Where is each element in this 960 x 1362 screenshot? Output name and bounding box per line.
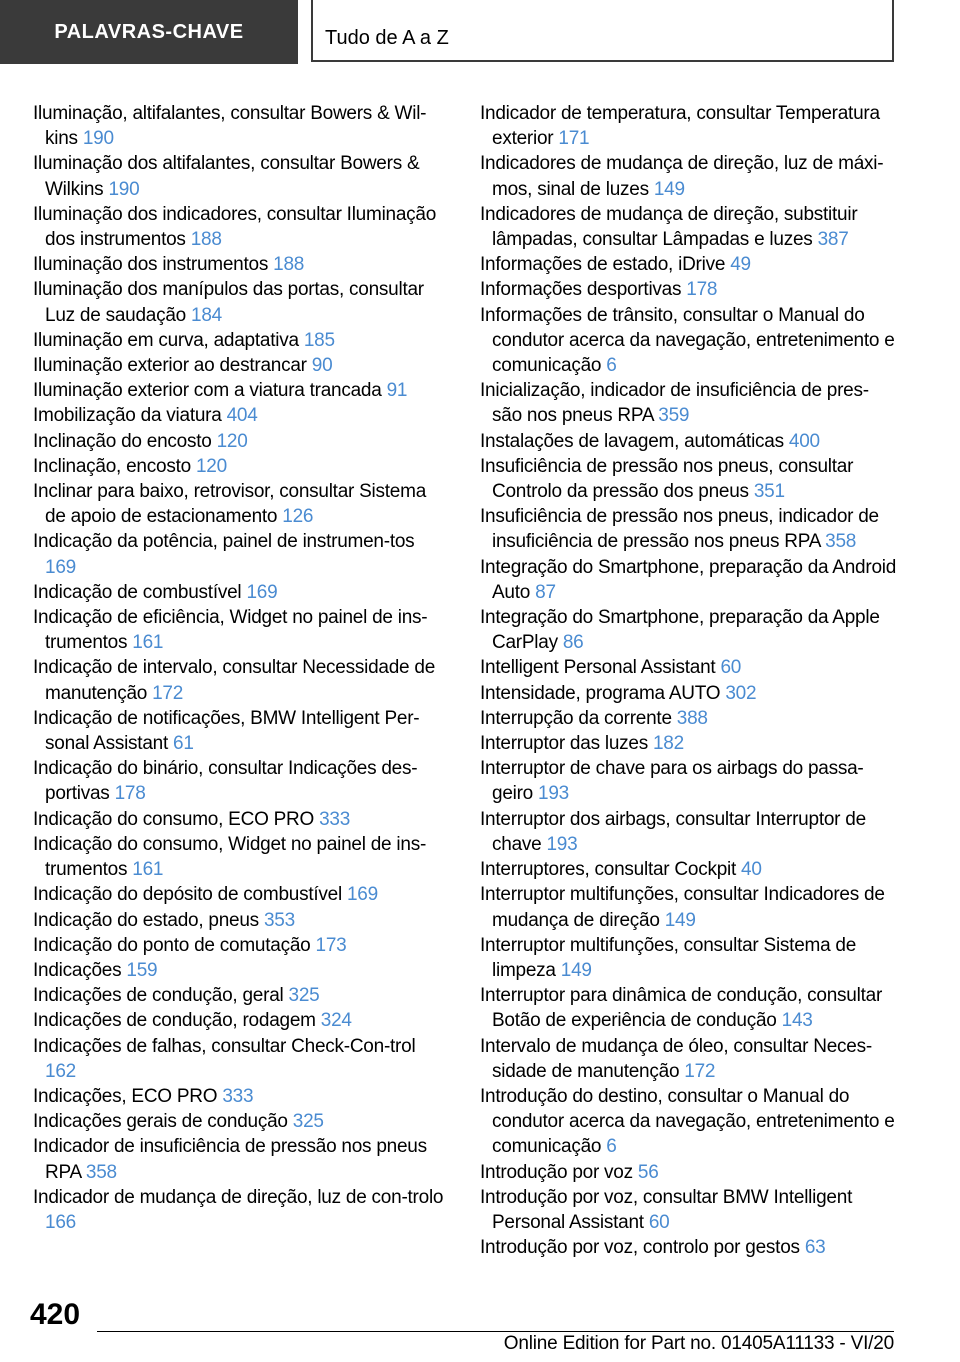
index-entry [33, 958, 448, 983]
index-entry-text: Interruptores, consultar Cockpit [480, 859, 737, 881]
page-reference-link[interactable]: 149 [653, 178, 685, 200]
index-entry [33, 1109, 448, 1134]
index-entry-text: Indicador de mudança de direção, luz de con-trolo [33, 1186, 444, 1208]
index-entry [480, 882, 898, 932]
page-reference-link[interactable]: 169 [246, 581, 278, 603]
index-entry-text: Interruptor dos airbags, consultar Interruptor de chave [480, 808, 866, 855]
index-entry-text: Insuficiência de pressão nos pneus, indicador de insuficiência de pressão nos pneus RPA [480, 506, 879, 553]
index-entry [480, 1185, 898, 1235]
index-entry [33, 1008, 448, 1033]
index-entry-text: Indicação do ponto de comutação [33, 934, 311, 956]
index-entry [33, 908, 448, 933]
page-reference-link[interactable]: 172 [152, 682, 184, 704]
index-entry-text: Indicação do consumo, Widget no painel de ins-trumentos [33, 833, 427, 881]
index-entry [33, 403, 448, 428]
index-entry-text: Inicialização, indicador de insuficiência de pres-são nos pneus RPA [480, 380, 869, 427]
index-entry-text: Intelligent Personal Assistant [480, 657, 716, 679]
section-label: PALAVRAS-CHAVE [54, 20, 244, 43]
page-reference-link[interactable]: 161 [132, 632, 164, 654]
page-reference-link[interactable]: 184 [191, 304, 222, 326]
index-entry-text: Indicadores de mudança de direção, substituir lâmpadas, consultar Lâmpadas e luzes [480, 203, 858, 251]
index-entry [33, 429, 448, 454]
index-entry-text: Interruptor de chave para os airbags do passa-geiro [480, 758, 864, 805]
page-reference-link[interactable]: 90 [311, 355, 333, 377]
index-entry-text: Interruptor das luzes [480, 733, 648, 755]
page-reference-link[interactable]: 60 [720, 657, 742, 679]
index-entry [33, 378, 448, 403]
index-entry [480, 1034, 898, 1084]
page-reference-link[interactable]: 387 [817, 229, 849, 251]
page-reference-link[interactable]: 358 [85, 1161, 117, 1183]
page-reference-link[interactable]: 169 [346, 884, 378, 906]
footer-divider [97, 1331, 894, 1332]
index-entry-text: Integração do Smartphone, preparação da Apple CarPlay [480, 607, 880, 654]
index-entry [33, 1185, 448, 1235]
page-reference-link[interactable]: 126 [282, 506, 314, 528]
page-reference-link[interactable]: 159 [126, 959, 158, 981]
index-entry [33, 580, 448, 605]
index-entry-text: Indicadores de mudança de direção, luz de máxi-mos, sinal de luzes [480, 153, 884, 200]
page-reference-link[interactable]: 358 [825, 531, 857, 553]
index-entry-text: Inclinação do encosto [33, 430, 212, 452]
index-entry [480, 983, 898, 1033]
page-reference-link[interactable]: 193 [546, 833, 578, 855]
page-reference-link[interactable]: 404 [226, 405, 258, 427]
page-reference-link[interactable]: 182 [652, 733, 684, 755]
page-reference-link[interactable]: 86 [562, 632, 584, 654]
index-entry-text: Iluminação exterior com a viatura trancada [33, 380, 382, 402]
page-reference-link[interactable]: 188 [273, 254, 305, 276]
index-entry-text: Indicações, ECO PRO [33, 1085, 218, 1107]
page-reference-link[interactable]: 166 [45, 1211, 76, 1233]
index-entry [480, 252, 898, 277]
index-entry [480, 277, 898, 302]
index-entry-text: Informações de trânsito, consultar o Manual do condutor acerca da navegação, entretenimento e comunicação [480, 304, 895, 377]
index-entry [33, 933, 448, 958]
index-entry-text: Informações de estado, iDrive [480, 254, 726, 276]
page-reference-link[interactable]: 63 [804, 1237, 826, 1259]
section-tab [0, 0, 298, 64]
index-entry [33, 832, 448, 882]
index-entry [480, 756, 898, 806]
footer-edition: Online Edition for Part no. 01405A11133 - VI/20 [503, 1333, 894, 1354]
index-entry [480, 857, 898, 882]
page-reference-link[interactable]: 56 [637, 1161, 659, 1183]
page-title: Tudo de A a Z [325, 27, 449, 49]
page-reference-link[interactable]: 6 [606, 1136, 617, 1158]
page-reference-link[interactable]: 6 [606, 355, 617, 377]
page-reference-link[interactable]: 178 [114, 783, 146, 805]
index-entry [480, 1160, 898, 1185]
index-entry [480, 101, 898, 151]
index-entry [33, 151, 448, 201]
index-entry [33, 101, 448, 151]
index-entry [480, 504, 898, 554]
index-entry [33, 605, 448, 655]
page-reference-link[interactable]: 324 [320, 1010, 352, 1032]
page-reference-link[interactable]: 120 [195, 455, 227, 477]
index-entry [480, 1235, 898, 1260]
page-reference-link[interactable]: 60 [648, 1211, 670, 1233]
index-entry [480, 555, 898, 605]
index-entry-text: Indicação de combustível [33, 581, 242, 603]
index-entry [480, 378, 898, 428]
index-entry-text: Indicações gerais de condução [33, 1111, 288, 1133]
index-entry [33, 479, 448, 529]
page-reference-link[interactable]: 87 [535, 581, 556, 603]
page-reference-link[interactable]: 169 [45, 556, 76, 578]
page-reference-link[interactable]: 149 [560, 959, 592, 981]
page-reference-link[interactable]: 143 [781, 1010, 813, 1032]
index-entry-text: Indicações de condução, geral [33, 985, 284, 1007]
index-entry-text: Indicação de eficiência, Widget no painel de ins-trumentos [33, 607, 428, 654]
index-entry-text: Iluminação dos manípulos das portas, consultar Luz de saudação [33, 279, 424, 326]
index-entry-text: Indicação do binário, consultar Indicações des-portivas [33, 758, 418, 805]
index-entry-text: Indicação da potência, painel de instrumen-tos [33, 531, 415, 553]
index-entry [33, 655, 448, 705]
index-entry-text: Interruptor multifunções, consultar Indicadores de mudança de direção [480, 884, 885, 931]
page-reference-link[interactable]: 333 [222, 1085, 254, 1107]
index-entry-text: Indicações de condução, rodagem [33, 1010, 316, 1032]
index-entry [480, 807, 898, 857]
index-entry-text: Inclinação, encosto [33, 455, 191, 477]
index-entry-text: Insuficiência de pressão nos pneus, consultar Controlo da pressão dos pneus [480, 455, 854, 503]
index-entry [480, 731, 898, 756]
index-entry [33, 807, 448, 832]
index-entry-text: Iluminação dos altifalantes, consultar Bowers & Wilkins [33, 153, 420, 200]
page-reference-link[interactable]: 325 [292, 1111, 324, 1133]
page-reference-link[interactable]: 149 [664, 909, 696, 931]
index-entry-text: Iluminação dos indicadores, consultar Iluminação dos instrumentos [33, 203, 437, 251]
page-reference-link[interactable]: 302 [725, 682, 757, 704]
index-entry-text: Interruptor para dinâmica de condução, consultar Botão de experiência de condução [480, 985, 883, 1032]
index-entry-text: Indicação do estado, pneus [33, 909, 259, 931]
index-entry [480, 1084, 898, 1160]
index-entry [33, 353, 448, 378]
index-entry [33, 328, 448, 353]
page-reference-link[interactable]: 353 [263, 909, 295, 931]
index-entry [33, 529, 448, 579]
page-reference-link[interactable]: 40 [741, 859, 762, 881]
index-entry-text: Imobilização da viatura [33, 405, 222, 427]
page-reference-link[interactable]: 173 [315, 934, 347, 956]
page-reference-link[interactable]: 388 [676, 707, 708, 729]
index-entry-text: Iluminação dos instrumentos [33, 254, 269, 276]
index-entry-text: Indicação de notificações, BMW Intelligent Per-sonal Assistant [33, 707, 420, 755]
page-reference-link[interactable]: 161 [132, 859, 164, 881]
index-entry [480, 681, 898, 706]
index-entry [480, 655, 898, 680]
index-entry-text: Intervalo de mudança de óleo, consultar Neces-sidade de manutenção [480, 1035, 872, 1082]
index-entry [33, 1134, 448, 1184]
index-entry-text: Informações desportivas [480, 279, 682, 301]
index-entry [480, 151, 898, 201]
index-column-left [33, 101, 448, 1235]
page-number: 420 [30, 1298, 81, 1331]
index-entry [480, 454, 898, 504]
index-entry [33, 454, 448, 479]
page-reference-link[interactable]: 172 [684, 1060, 716, 1082]
index-entry-text: Introdução por voz, consultar BMW Intelligent Personal Assistant [480, 1186, 853, 1233]
index-entry [33, 756, 448, 806]
index-entry-text: Inclinar para baixo, retrovisor, consultar Sistema de apoio de estacionamento [33, 481, 427, 528]
index-entry [480, 706, 898, 731]
page-reference-link[interactable]: 171 [558, 128, 590, 150]
index-entry-text: Interrupção da corrente [480, 707, 672, 729]
index-entry [33, 882, 448, 907]
page-reference-link[interactable]: 190 [108, 178, 140, 200]
page-reference-link[interactable]: 162 [45, 1060, 76, 1082]
page-reference-link[interactable]: 333 [319, 808, 351, 830]
page-reference-link[interactable]: 61 [173, 733, 194, 755]
index-entry-text: Introdução por voz [480, 1161, 633, 1183]
index-entry-text: Iluminação em curva, adaptativa [33, 329, 299, 351]
index-entry [33, 706, 448, 756]
page-reference-link[interactable]: 178 [686, 279, 718, 301]
page-reference-link[interactable]: 188 [190, 229, 222, 251]
index-entry-text: Introdução do destino, consultar o Manual do condutor acerca da navegação, entretenimento e comunicação [480, 1085, 895, 1158]
page-reference-link[interactable]: 351 [753, 481, 785, 503]
page-reference-link[interactable]: 185 [303, 329, 335, 351]
index-entry-text: Indicações de falhas, consultar Check-Con-trol [33, 1035, 416, 1057]
index-entry [33, 252, 448, 277]
index-entry-text: Integração do Smartphone, preparação da Android Auto [480, 556, 897, 603]
index-entry-text: Indicação do consumo, ECO PRO [33, 808, 315, 830]
index-entry-text: Indicador de insuficiência de pressão nos pneus RPA [33, 1136, 427, 1183]
index-entry-text: Indicação de intervalo, consultar Necessidade de manutenção [33, 657, 436, 704]
index-entry [480, 933, 898, 983]
page-reference-link[interactable]: 325 [288, 985, 320, 1007]
page-reference-link[interactable]: 120 [216, 430, 248, 452]
page-reference-link[interactable]: 49 [730, 254, 751, 276]
index-entry-text: Interruptor multifunções, consultar Sistema de limpeza [480, 934, 857, 981]
index-entry-text: Indicações [33, 959, 122, 981]
index-entry [480, 202, 898, 252]
index-entry-text: Indicação do depósito de combustível [33, 884, 342, 906]
index-entry [33, 1034, 448, 1084]
index-entry-text: Indicador de temperatura, consultar Temperatura exterior [480, 103, 880, 150]
index-entry [33, 1084, 448, 1109]
index-entry [33, 202, 448, 252]
index-entry [480, 303, 898, 379]
index-entry [33, 983, 448, 1008]
index-entry-text: Iluminação exterior ao destrancar [33, 355, 307, 377]
index-column-right [480, 101, 898, 1260]
page-reference-link[interactable]: 190 [82, 128, 114, 150]
page-reference-link[interactable]: 193 [538, 783, 569, 805]
page-reference-link[interactable]: 359 [658, 405, 690, 427]
page-reference-link[interactable]: 91 [386, 380, 408, 402]
index-entry-text: Iluminação, altifalantes, consultar Bowers & Wil-kins [33, 103, 427, 150]
index-entry-text: Introdução por voz, controlo por gestos [480, 1237, 800, 1259]
index-entry [480, 605, 898, 655]
index-entry-text: Instalações de lavagem, automáticas [480, 430, 784, 452]
index-entry-text: Intensidade, programa AUTO [480, 682, 721, 704]
index-entry [33, 277, 448, 327]
page-reference-link[interactable]: 400 [788, 430, 820, 452]
index-entry [480, 429, 898, 454]
